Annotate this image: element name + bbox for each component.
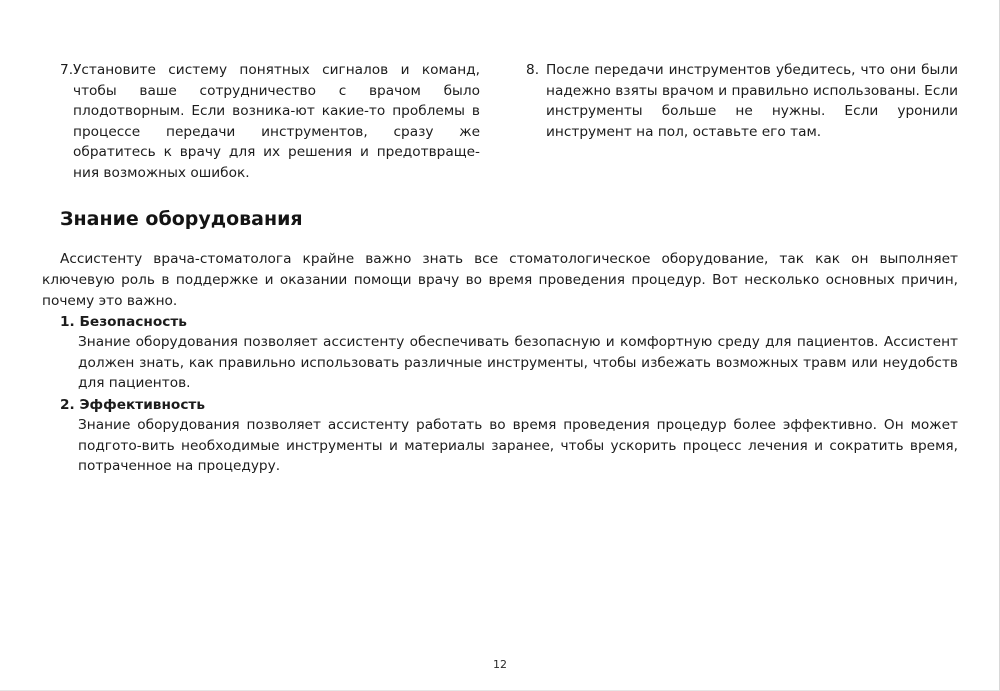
section-intro: Ассистенту врача-стоматолога крайне важно знать все стоматологическое оборудование, так как он выполняет ключевую роль в поддержке и оказании помощи врачу во время проведения процедур. Вот несколько основных причин, почему это важно.	[42, 251, 958, 309]
list-item-7	[60, 60, 480, 183]
point-body: Знание оборудования позволяет ассистенту обеспечивать безопасную и комфортную среду для пациентов. Ассистент должен знать, как правильно использовать различные инструменты, чтобы избежать возможных травм или неудобств для пациентов.	[78, 334, 958, 391]
section-heading: Знание оборудования	[60, 208, 303, 230]
list-item-text: После передачи инструментов убедитесь, что они были надежно взяты врачом и правильно использованы. Если инструменты больше не нужны. Если уронили инструмент на пол, оставьте его там.	[546, 62, 958, 140]
point-title: 2. Эффективность	[60, 397, 206, 413]
point-title: 1. Безопасность	[60, 314, 187, 330]
point-efficiency	[60, 395, 958, 477]
point-safety	[60, 312, 958, 394]
page-number: 12	[493, 658, 507, 671]
list-item-8	[526, 60, 958, 142]
list-item-text: Установите систему понятных сигналов и команд, чтобы ваше сотрудничество с врачом было плодотворным. Если возника-ют какие-то проблемы в процессе передачи инструментов, сразу же обратитесь к врачу для их решения и предотвраще-ния возможных ошибок.	[73, 62, 480, 181]
point-body: Знание оборудования позволяет ассистенту работать во время проведения процедур более эффективно. Он может подгото-вить необходимые инструменты и материалы заранее, чтобы ускорить процесс лечения и сократить время, потраченное на процедуру.	[78, 417, 958, 474]
list-item-number: 7.	[60, 62, 74, 78]
list-item-number: 8.	[526, 62, 540, 78]
